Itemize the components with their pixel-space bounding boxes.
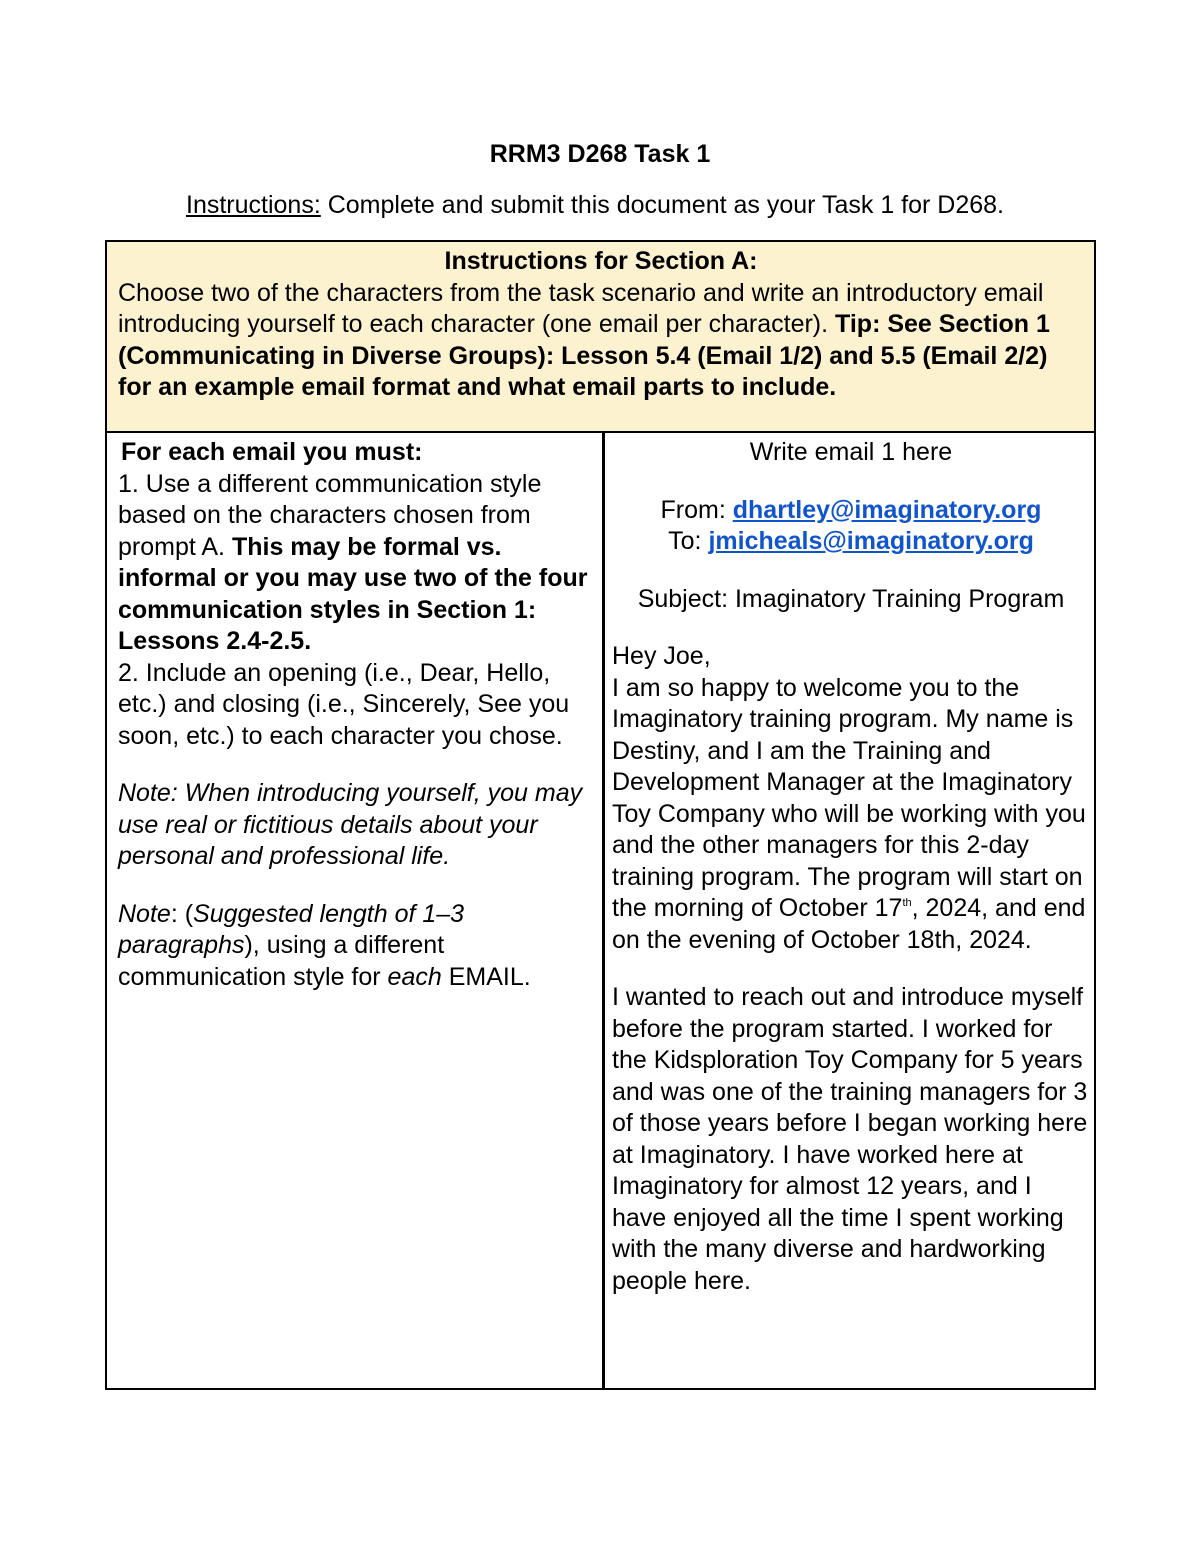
document-title: RRM3 D268 Task 1 <box>489 140 711 168</box>
email-from-link[interactable]: dhartley@imaginatory.org <box>732 495 1042 524</box>
email-cell <box>612 437 1090 1297</box>
note-2-italic: Suggested length of 1–3 paragraphs <box>118 899 465 959</box>
requirement-item-2: 2. Include an opening (i.e., Dear, Hello, etc.) and closing (i.e., Sincerely, See you soon, etc.) to each character you chose. <box>118 658 570 750</box>
instructions-text: Complete and submit this document as your Task 1 for D268. <box>320 191 1004 219</box>
requirements-heading: For each email you must: <box>121 438 423 466</box>
instructions-label: Instructions: <box>186 191 321 219</box>
note-2-label: Note <box>118 899 171 928</box>
note-2 <box>118 899 596 994</box>
requirement-item-1-bold: This may be formal vs. informal or you may use two of the four communication styles in Section 1: Lessons 2.4-2.5. <box>118 532 588 655</box>
section-a-text: Choose two of the characters from the task scenario and write an introductory email introducing yourself to each character (one email per character). <box>118 278 1044 338</box>
email-subject: Subject: Imaginatory Training Program <box>637 584 1065 613</box>
email-to-label: To: <box>668 527 709 555</box>
email-greeting: Hey Joe, <box>612 642 711 670</box>
section-a-instructions <box>107 242 1094 433</box>
email-from <box>612 495 1090 527</box>
section-a-heading: Instructions for Section A: <box>444 247 758 275</box>
email-from-label: From: <box>660 495 733 524</box>
note-2-end: EMAIL. <box>441 962 531 991</box>
email-paragraph-1-sup: th <box>902 897 912 909</box>
column-divider <box>602 433 605 1390</box>
email-paragraph-1-a: I am so happy to welcome you to the Imaginatory training program. My name is Destiny, and I am the Training and Development Manager at the Imaginatory Toy Company who will be working with you and the other managers for this 2-day training program. The program will start on the morning of October 17 <box>612 673 1086 922</box>
email-paragraph-1 <box>612 673 1090 957</box>
email-to-link[interactable]: jmicheals@imaginatory.org <box>708 527 1034 555</box>
section-a-body <box>118 278 1084 404</box>
section-a-tip: Tip: See Section 1 (Communicating in Diverse Groups): Lesson 5.4 (Email 1/2) and 5.5 (Email 2/2) for an example email format and what email parts to include. <box>118 310 1050 401</box>
note-1-text: Note: When introducing yourself, you may use real or fictitious details about your personal and professional life. <box>118 779 583 870</box>
note-1 <box>118 778 596 873</box>
note-2-rest: ), using a different communication style for <box>118 931 445 991</box>
task-table <box>105 240 1096 1390</box>
email-paragraph-1-b: , 2024, and end on the evening of October 18th, 2024. <box>612 894 1086 954</box>
requirement-item-1 <box>118 469 596 658</box>
note-2-each: each <box>387 962 442 991</box>
requirement-item-1-text: 1. Use a different communication style based on the characters chosen from prompt A. <box>118 469 542 561</box>
email-prompt: Write email 1 here <box>749 438 953 466</box>
email-to <box>612 526 1090 558</box>
note-2-colon: : ( <box>170 899 194 928</box>
instructions-line <box>0 191 1190 220</box>
requirements-cell <box>118 437 596 993</box>
email-paragraph-2: I wanted to reach out and introduce myself before the program started. I worked for the Kidsploration Toy Company for 5 years and was one of the training managers for 3 of those years before I began working here at Imaginatory. I have worked here at Imaginatory for almost 12 years, and I have enjoyed all the time I spent working with the many diverse and hardworking people here. <box>612 983 1088 1295</box>
